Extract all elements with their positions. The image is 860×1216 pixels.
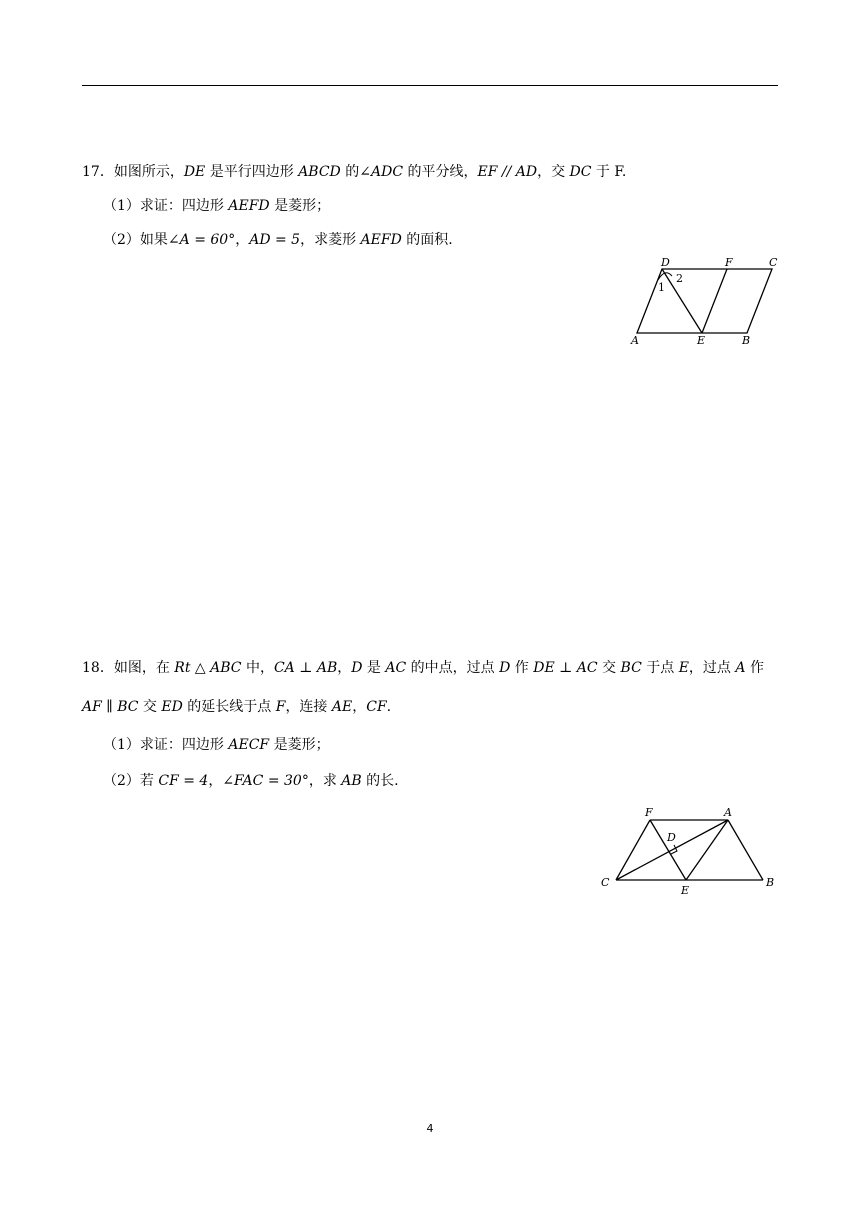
segment-ef <box>702 269 727 333</box>
header-rule <box>82 85 778 86</box>
q17-part-2: （2）如果∠A = 60°，AD = 5，求菱形 AEFD 的面积. <box>103 232 453 248</box>
label-A: A <box>631 334 639 347</box>
label-C: C <box>601 876 610 889</box>
label-A: A <box>724 806 732 819</box>
q18-stem-line-1: 18．如图，在 Rt △ ABC 中，CA ⊥ AB，D 是 AC 的中点，过点 D 作 DE ⊥ AC 交 BC 于点 E，过点 A 作 <box>82 660 764 676</box>
label-B: B <box>742 334 751 347</box>
q18-part-2: （2）若 CF = 4，∠FAC = 30°，求 AB 的长. <box>103 773 399 789</box>
label-F: F <box>725 256 733 269</box>
segment-ab <box>728 820 763 880</box>
q18-stem-line-2: AF ∥ BC 交 ED 的延长线于点 F，连接 AE，CF. <box>82 699 392 715</box>
q18-figure <box>596 800 786 900</box>
q18-number: 18． <box>82 660 114 676</box>
q17-part-1: （1）求证：四边形 AEFD 是菱形； <box>103 198 331 214</box>
label-F: F <box>645 806 653 819</box>
label-E: E <box>681 884 690 897</box>
label-1: 1 <box>658 281 665 294</box>
label-B: B <box>766 876 775 889</box>
label-D: D <box>667 831 676 844</box>
label-2: 2 <box>676 272 683 285</box>
q17-stem: 17．如图所示，DE 是平行四边形 ABCD 的∠ADC 的平分线，EF // AD，交 DC 于 F. <box>82 164 627 180</box>
label-E: E <box>697 334 706 347</box>
label-C: C <box>769 256 778 269</box>
parallelogram-abcd <box>637 269 772 333</box>
segment-ae <box>686 820 728 880</box>
page-number: 4 <box>426 1122 434 1135</box>
segment-fe <box>650 820 686 880</box>
q17-figure <box>625 252 785 350</box>
q18-part-1: （1）求证：四边形 AECF 是菱形； <box>103 737 330 753</box>
q17-number: 17． <box>82 164 114 180</box>
label-D: D <box>661 256 670 269</box>
